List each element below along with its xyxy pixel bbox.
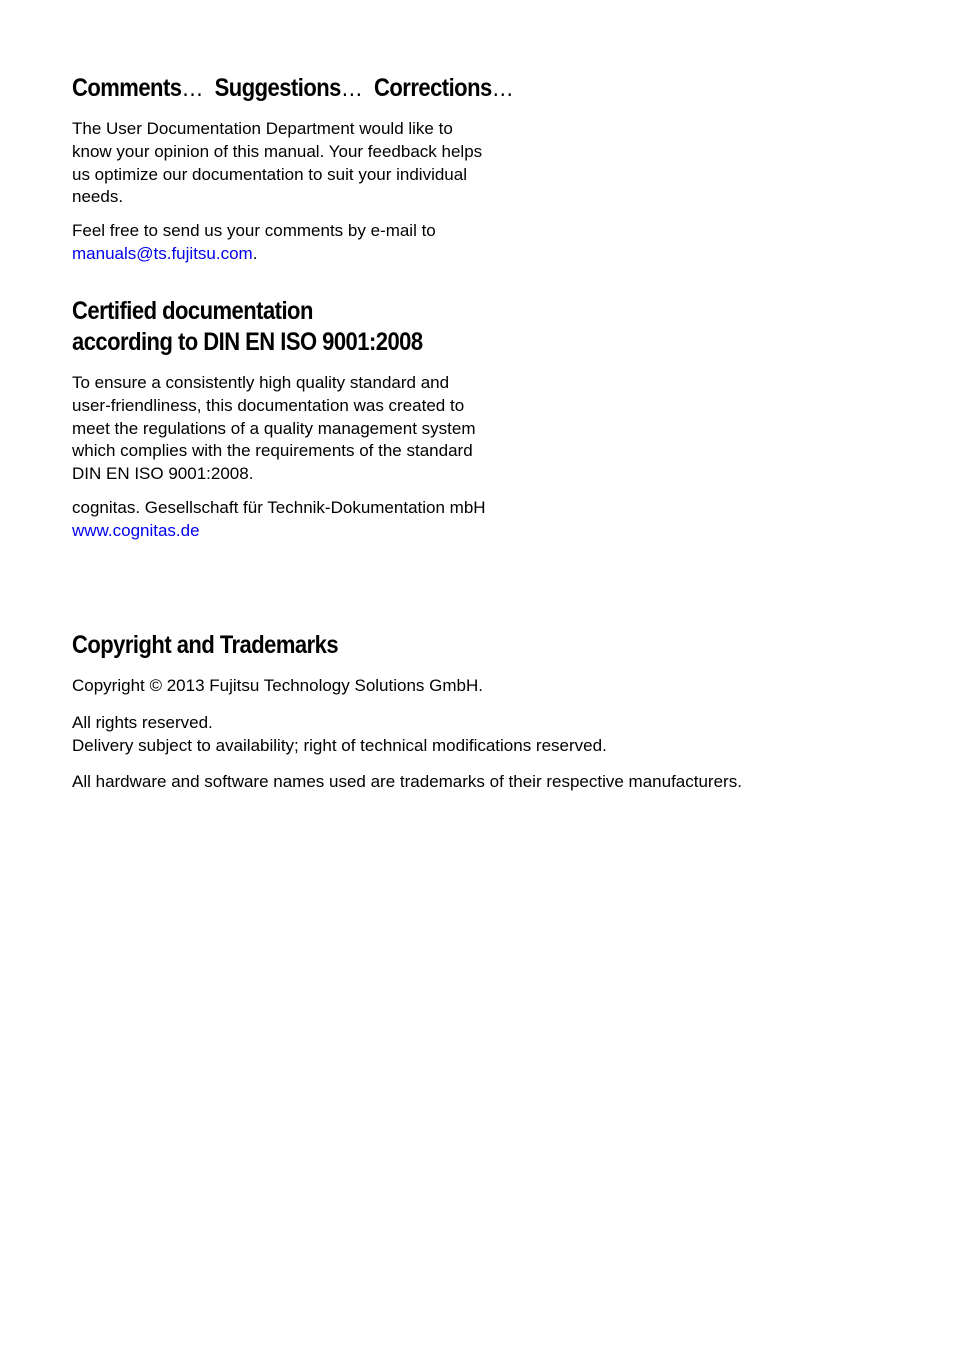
certified-paragraph	[72, 372, 476, 486]
comments-heading	[72, 73, 514, 104]
paragraph-line: needs.	[72, 187, 124, 207]
ellipsis: …	[340, 74, 363, 102]
paragraph-line: The User Documentation Department would like to	[72, 119, 453, 138]
email-link[interactable]: manuals@ts.fujitsu.com	[72, 243, 253, 263]
paragraph-line: DIN EN ISO 9001:2008.	[72, 464, 254, 484]
paragraph-line: Feel free to send us your comments by e-mail to	[72, 221, 436, 240]
paragraph-line: user-friendliness, this documentation was created to	[72, 395, 465, 415]
trademarks-paragraph: All hardware and software names used are trademarks of their respective manufacturers.	[72, 772, 742, 791]
period: .	[252, 243, 258, 263]
paragraph-line: All rights reserved.	[72, 713, 213, 732]
company-paragraph	[72, 497, 486, 543]
ellipsis: …	[181, 74, 204, 102]
rights-paragraph	[72, 712, 607, 758]
copyright-notice: Copyright © 2013 Fujitsu Technology Solutions GmbH.	[72, 676, 483, 695]
certified-heading-line: Certified documentation	[72, 297, 313, 325]
paragraph-line: meet the regulations of a quality management system	[72, 418, 476, 438]
ellipsis: …	[491, 74, 514, 102]
certified-heading	[72, 296, 423, 358]
paragraph-line: Delivery subject to availability; right of technical modifications reserved.	[72, 735, 607, 755]
paragraph-line: which complies with the requirements of the standard	[72, 441, 473, 461]
email-paragraph	[72, 220, 436, 266]
certified-heading-line: according to DIN EN ISO 9001:2008	[72, 328, 423, 356]
paragraph-line: To ensure a consistently high quality standard and	[72, 373, 450, 392]
feedback-paragraph	[72, 118, 482, 209]
suggestions-heading-word: Suggestions	[214, 74, 341, 102]
comments-heading-word: Comments	[72, 74, 182, 102]
paragraph-line: know your opinion of this manual. Your feedback helps	[72, 141, 483, 161]
copyright-heading: Copyright and Trademarks	[72, 631, 339, 659]
paragraph-line: us optimize our documentation to suit your individual	[72, 164, 467, 184]
website-link[interactable]: www.cognitas.de	[72, 520, 200, 540]
company-name: cognitas. Gesellschaft für Technik-Dokumentation mbH	[72, 498, 486, 517]
corrections-heading-word: Corrections	[374, 74, 492, 102]
